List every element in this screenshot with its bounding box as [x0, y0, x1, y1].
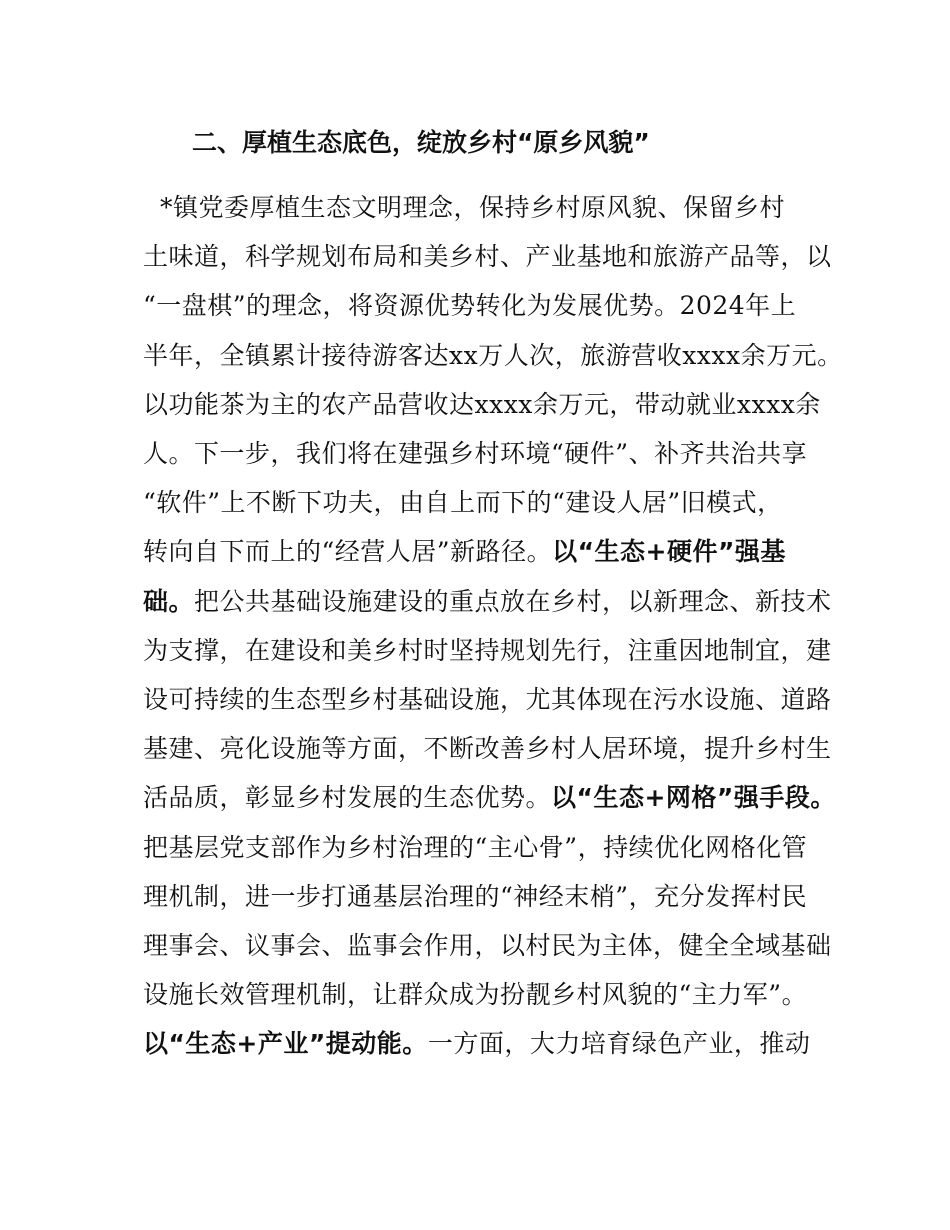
text-line [143, 980, 807, 1010]
text-segment: 设施长效管理机制，让群众成为扮靓乡村风貌的“主力军”。 [143, 980, 808, 1010]
text-segment: 转向自下而上的“经营人居”新路径。 [143, 537, 553, 567]
text-line [143, 242, 832, 272]
text-line [143, 636, 832, 666]
text-segment: 一方面，大力培育绿色产业，推动 [427, 1029, 811, 1059]
text-line [143, 439, 807, 469]
text-segment: 人。下一步，我们将在建强乡村环境“硬件”、补齐共治共享 [143, 439, 808, 468]
text-segment: 设可持续的生态型乡村基础设施，尤其体现在污水设施、道路 [143, 685, 832, 714]
text-line [143, 783, 836, 813]
text-segment: 把基层党支部作为乡村治理的“主心骨”，持续优化网格化管 [143, 832, 808, 862]
text-segment: 活品质，彰显乡村发展的生态优势。 [143, 783, 552, 813]
text-segment: 以功能茶为主的农产品营收达xxxx余万元，带动就业xxxx余 [143, 389, 821, 419]
text-segment: 把公共基础设施建设的重点放在乡村，以新理念、新技术 [194, 586, 832, 616]
bold-text-segment: 以“生态+产业”提动能。 [143, 1029, 428, 1059]
text-line [143, 341, 843, 371]
text-segment: 土味道，科学规划布局和美乡村、产业基地和旅游产品等，以 [143, 242, 832, 272]
text-line [143, 833, 807, 863]
bold-text-segment: 以“生态+网格”强手段。 [551, 783, 836, 813]
text-segment: 为支撑，在建设和美乡村时坚持规划先行，注重因地制宜，建 [143, 635, 832, 665]
text-line [143, 587, 832, 617]
section-heading: 二、厚植生态底色，绽放乡村“原乡风貌” [192, 128, 650, 157]
text-segment: 理机制，进一步打通基层治理的“神经末梢”，充分发挥村民 [143, 881, 808, 911]
text-line [143, 390, 821, 420]
text-segment: 半年，全镇累计接待游客达xx万人次，旅游营收xxxx余万元。 [143, 340, 843, 370]
text-line [143, 685, 832, 715]
text-segment: 基建、亮化设施等方面，不断改善乡村人居环境，提升乡村生 [143, 734, 832, 764]
bold-text-segment: 础。 [143, 586, 195, 616]
text-segment: 理事会、议事会、监事会作用，以村民为主体，健全全域基础 [143, 931, 832, 960]
bold-text-segment: 以“生态+硬件”强基 [552, 537, 786, 567]
text-line [143, 882, 807, 912]
text-line [160, 193, 785, 223]
text-line [143, 931, 832, 961]
text-line [143, 1029, 810, 1059]
text-line [143, 734, 832, 764]
text-line [143, 291, 796, 321]
text-segment: “一盘棋”的理念，将资源优势转化为发展优势。2024年上 [143, 291, 797, 321]
text-segment: *镇党委厚植生态文明理念，保持乡村原风貌、保留乡村 [160, 193, 786, 222]
text-line [143, 488, 783, 518]
text-line [143, 537, 786, 567]
text-segment: “软件”上不断下功夫，由自上而下的“建设人居”旧模式， [143, 488, 783, 518]
